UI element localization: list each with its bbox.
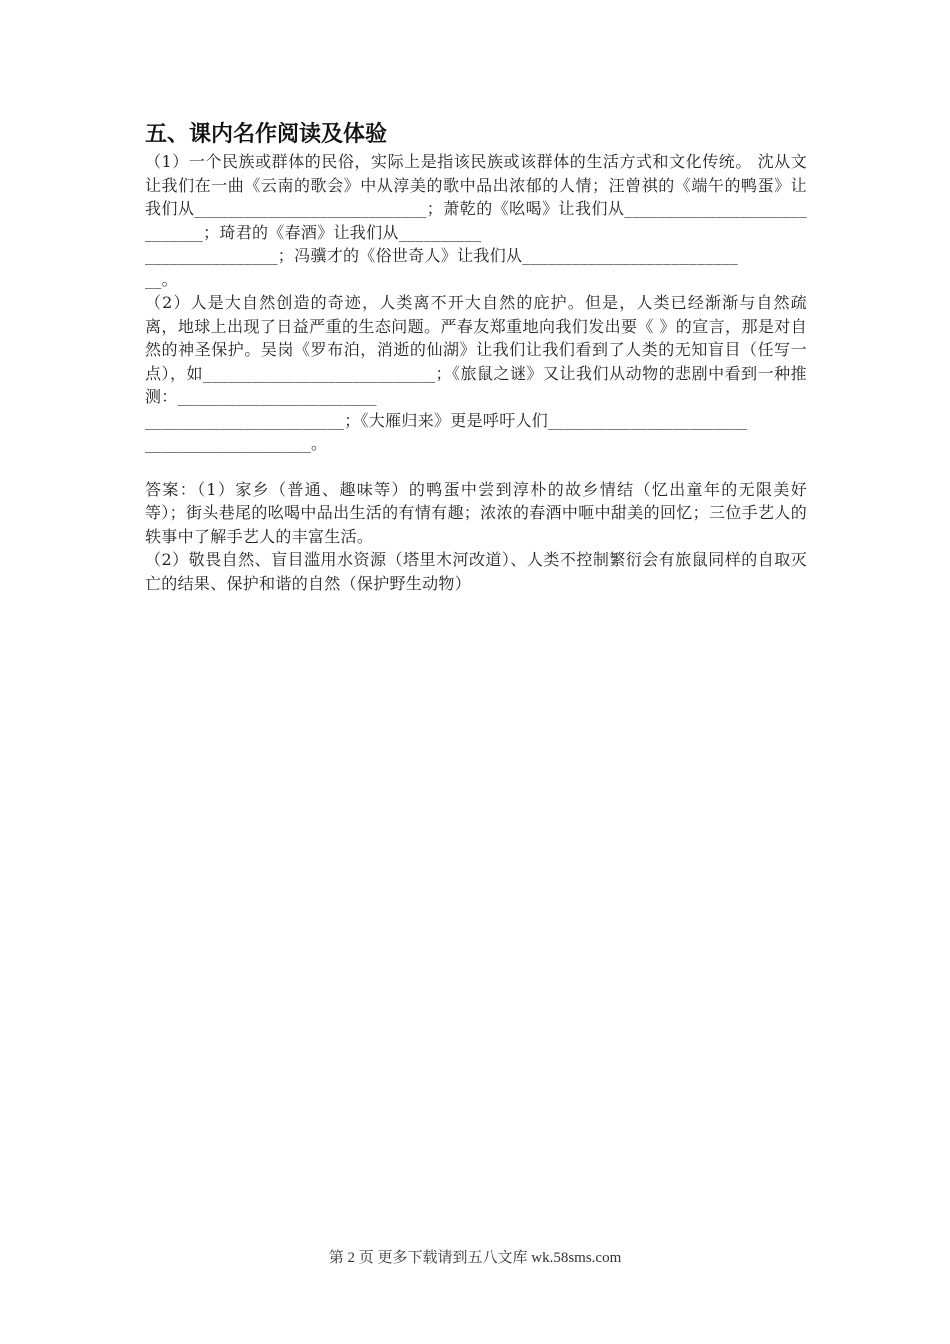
page-footer: 第 2 页 更多下载请到五八文库 wk.58sms.com (328, 1250, 622, 1266)
section-title: 五、课内名作阅读及体验 (145, 122, 388, 147)
question-1-continued (145, 244, 807, 268)
question-1-text-end: __。 (145, 269, 178, 289)
document-body (145, 120, 807, 595)
question-2-text-end: ____________________。 (145, 434, 328, 453)
answer-1 (145, 478, 807, 549)
question-2-text-line2: ________________________；《大雁归来》更是呼吁人们________________________ (145, 410, 748, 430)
answer-2-text: （2）敬畏自然、盲目滥用水资源（塔里木河改道）、人类不控制繁衍会有旅鼠同样的自取灭亡的结果、保护和谐的自然（保护野生动物） (145, 550, 807, 593)
question-1 (145, 150, 807, 244)
question-2-text: （2）人是大自然创造的奇迹，人类离不开大自然的庇护。但是，人类已经渐渐与自然疏离，地球上出现了日益严重的生态问题。严春友郑重地向我们发出要《 》的宣言，那是对自然的神圣保护。吴岗《罗布泊，消逝的仙湖》让我们让我们看到了人类的无知盲目（任写一点），如____________________________；《旅鼠之谜》又让我们从动物的悲剧中看到一种推测：________________________ (145, 293, 807, 406)
answer-1-text: 答案：（1）家乡（普通、趣味等）的鸭蛋中尝到淳朴的故乡情结（忆出童年的无限美好等）；街头巷尾的吆喝中品出生活的有情有趣；浓浓的春酒中咂中甜美的回忆；三位手艺人的轶事中了解手艺人的丰富生活。 (145, 479, 807, 546)
paragraph-spacer (145, 456, 807, 478)
question-1-end (145, 268, 807, 292)
question-2 (145, 291, 807, 409)
question-1-text-line2: ________________；冯骥才的《俗世奇人》让我们从__________________________ (145, 246, 739, 265)
question-1-text: （1）一个民族或群体的民俗，实际上是指该民族或该群体的生活方式和文化传统。 沈从文让我们在一曲《云南的歌会》中从淳美的歌中品出浓郁的人情；汪曾祺的《端午的鸭蛋》让我们从____________________________；萧乾的《吆喝》让我们从_____________________________；琦君的《春酒》让我们从__________ (145, 152, 807, 242)
question-2-continued (145, 409, 807, 433)
answer-2 (145, 548, 807, 595)
question-2-end (145, 432, 807, 456)
